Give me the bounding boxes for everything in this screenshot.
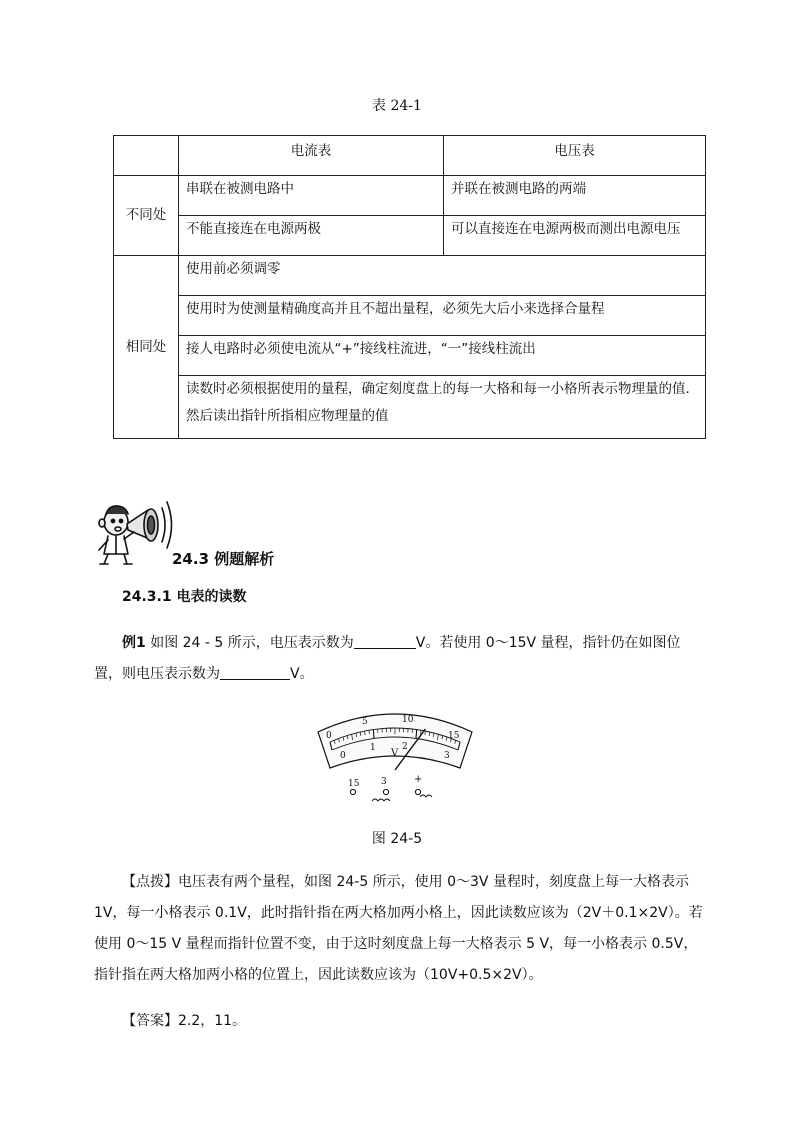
table-row (114, 256, 706, 296)
table-cell: 并联在被测电路的两端 (444, 176, 706, 216)
header-cell-empty (114, 136, 179, 176)
top-scale-label-5: 5 (362, 717, 368, 727)
example-label: 例1 (122, 635, 146, 651)
hint-paragraph (94, 867, 704, 991)
same-label-cell: 相同处 (114, 256, 179, 439)
header-cell-voltmeter: 电压表 (444, 136, 706, 176)
terminal-3 (383, 789, 388, 794)
table-row (114, 176, 706, 216)
answer-label: 【答案】 (122, 1013, 178, 1029)
top-scale-label-15: 15 (448, 731, 460, 741)
dial-tick (416, 730, 417, 739)
table-header-row (114, 136, 706, 176)
megaphone-speaker-icon (94, 492, 178, 568)
dial-tick (373, 730, 374, 739)
top-scale-label-0: 0 (326, 731, 332, 741)
table-row (114, 296, 706, 336)
figure-caption: 图 24-5 (371, 831, 423, 847)
section-title: 24.3 例题解析 (172, 550, 275, 568)
table-cell: 使用时为使测量精确度高并且不超出量程，必须先大后小来选择合量程 (179, 296, 706, 336)
table-row (114, 336, 706, 376)
header-cell-ammeter: 电流表 (179, 136, 444, 176)
bottom-scale-label-0: 0 (340, 751, 346, 761)
bottom-scale-label-2: 2 (402, 742, 408, 752)
hint-label: 【点拨】 (122, 874, 178, 890)
voltmeter-dial-figure (310, 704, 480, 808)
hint-text: 电压表有两个量程，如图 24-5 所示，使用 0～3V 量程时，刻度盘上每一大格表示 1V，每一小格表示 0.1V，此时指针指在两大格加两小格上，因此读数应该为（2V＋0.1×2V）。若使用 0～15 V 量程而指针位置不变，由于这时刻度盘上每一大格表示 5 V，每一小格表示 0.5V，指针指在两大格加两小格的位置上，因此读数应该为（10V+0.5×2V）。 (94, 874, 703, 983)
example-text-a: 如图 24 - 5 所示，电压表示数为 (150, 635, 354, 651)
diff-label-cell: 不同处 (114, 176, 179, 256)
terminal-label-3: 3 (381, 777, 387, 787)
terminal-15 (350, 789, 355, 794)
answer-blank-1 (354, 632, 416, 649)
answer-text: 2.2，11。 (178, 1013, 247, 1029)
terminal-label-plus: + (414, 774, 423, 785)
table-cell: 使用前必须调零 (179, 256, 706, 296)
bottom-scale-label-1: 1 (370, 743, 376, 753)
answer-blank-2 (220, 663, 290, 680)
subsection-title: 24.3.1 电表的读数 (122, 589, 247, 605)
terminal-label-15: 15 (348, 779, 360, 789)
table-row (114, 216, 706, 256)
terminal-plus (415, 789, 420, 794)
table-cell: 可以直接连在电源两极而测出电源电压 (444, 216, 706, 256)
example-text-c: V。 (290, 666, 314, 682)
table-cell: 接人电路时必须使电流从“+”接线柱流进，“一”接线柱流出 (179, 336, 706, 376)
table-caption: 表 24-1 (372, 98, 422, 114)
table-cell: 不能直接连在电源两极 (179, 216, 444, 256)
example-text-b: V。若使用 0～15V 量程，指针仍在如图位置，则电压表示数为 (94, 635, 681, 682)
comparison-table (113, 135, 706, 439)
table-cell: 读数时必须根据使用的量程，确定刻度盘上的每一大格和每一小格所表示物理量的值.然后读出指针所指相应物理量的值 (179, 376, 706, 439)
example-paragraph (94, 628, 704, 690)
bottom-scale-label-3: 3 (444, 751, 450, 761)
dial-unit-label: V (391, 748, 399, 759)
top-scale-label-10: 10 (402, 715, 414, 725)
table-row (114, 376, 706, 439)
answer-paragraph (94, 1006, 704, 1037)
table-cell: 串联在被测电路中 (179, 176, 444, 216)
